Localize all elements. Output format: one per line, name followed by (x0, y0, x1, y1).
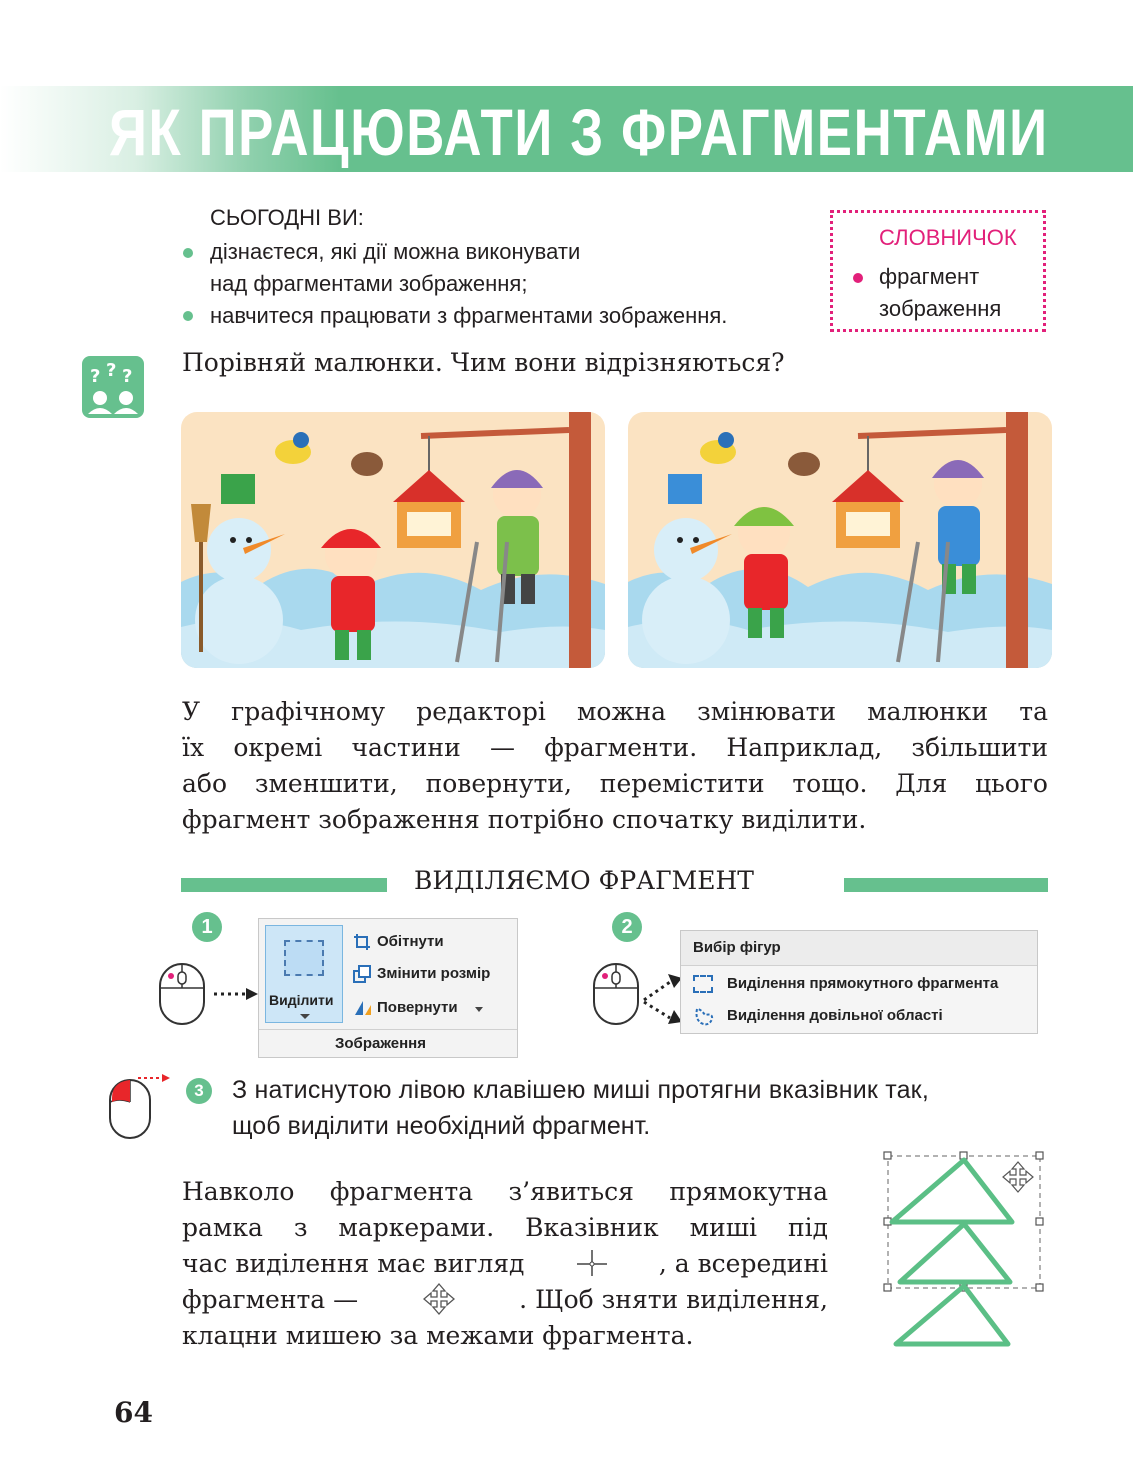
mouse-icon (158, 962, 206, 1026)
bullet-icon (183, 248, 193, 258)
objectives-heading: СЬОГОДНІ ВИ: (210, 205, 364, 230)
picture-right (628, 412, 1052, 668)
step-3-number: 3 (186, 1078, 212, 1104)
step-1-number: 1 (192, 912, 222, 942)
rotate-icon (353, 999, 373, 1017)
objective-1-line-2: над фрагментами зображення; (210, 271, 528, 296)
intro-line-2: їх окремі частини — фрагменти. Наприклад, збільшити (182, 733, 1048, 762)
arrow-icon (212, 986, 258, 1002)
outro-line-3a: час виділення має вигляд (182, 1249, 525, 1278)
mouse-drag-icon (108, 1074, 172, 1142)
mouse-icon (592, 962, 640, 1026)
step-3-line-1: З натиснутою лівою клавішею миші протягни вказівник так, (232, 1076, 929, 1104)
page-number: 64 (114, 1396, 153, 1429)
section-bar-right (844, 878, 1048, 892)
outro-line-4 (182, 1282, 828, 1318)
outro-line-4a: фрагмента — (182, 1285, 359, 1314)
free-select-item[interactable]: Виділення довільної області (727, 1007, 943, 1024)
divider (259, 1029, 517, 1030)
rotate-button[interactable]: Повернути (377, 999, 458, 1016)
rect-select-icon (693, 975, 713, 993)
step-3-line-2: щоб виділити необхідний фрагмент. (232, 1112, 651, 1140)
menu-title: Вибір фігур (693, 939, 781, 956)
glossary-term-line-2: зображення (879, 296, 1002, 321)
objective-1-line-1: дізнаєтеся, які дії можна виконувати (210, 239, 581, 264)
crop-button[interactable]: Обітнути (377, 933, 444, 950)
picture-left (181, 412, 605, 668)
intro-line-3: або зменшити, повернути, перемістити тощо. Для цього (182, 769, 1048, 798)
rect-select-item[interactable]: Виділення прямокутного фрагмента (727, 975, 999, 992)
intro-line-4: фрагмент зображення потрібно спочатку виділити. (182, 805, 867, 834)
questions-icon (82, 356, 144, 418)
bullet-icon (183, 311, 193, 321)
free-select-icon (693, 1005, 715, 1027)
page-title: ЯК ПРАЦЮВАТИ З ФРАГМЕНТАМИ (109, 95, 1049, 169)
selection-illustration (878, 1148, 1054, 1354)
arrow-icon (640, 970, 684, 1030)
outro-line-4b: . Щоб зняти виділення, (519, 1285, 828, 1314)
resize-button[interactable]: Змінити розмір (377, 965, 491, 982)
move-icon (421, 1282, 457, 1316)
select-button[interactable] (265, 925, 343, 1023)
step-2-number: 2 (612, 912, 642, 942)
chevron-down-icon (475, 1007, 483, 1012)
select-label: Виділити (269, 992, 334, 1008)
chevron-down-icon (300, 1014, 310, 1019)
outro-paragraph (182, 1174, 828, 1354)
outro-line-3 (182, 1246, 828, 1282)
intro-line-1: У графічному редакторі можна змінювати малюнки та (182, 697, 1048, 726)
select-icon (284, 940, 324, 976)
svg-text:?: ? (106, 360, 117, 381)
intro-paragraph (182, 694, 1048, 838)
image-ribbon-group (258, 918, 518, 1058)
shape-selection-menu (680, 930, 1038, 1034)
bullet-icon (853, 273, 863, 283)
svg-text:?: ? (90, 366, 101, 387)
crosshair-icon (575, 1246, 609, 1276)
section-bar-left (181, 878, 387, 892)
glossary-term-line-1: фрагмент (879, 264, 980, 289)
glossary-title: СЛОВНИЧОК (879, 225, 1017, 250)
glossary-box (830, 210, 1046, 332)
crop-icon (353, 933, 371, 951)
objective-2: навчитеся працювати з фрагментами зображення. (210, 303, 728, 328)
outro-line-2: рамка з маркерами. Вказівник миші під (182, 1213, 828, 1242)
outro-line-3b: , а всередині (658, 1249, 828, 1278)
resize-icon (353, 965, 371, 983)
svg-text:?: ? (122, 366, 133, 387)
outro-line-1: Навколо фрагмента з’явиться прямокутна (182, 1177, 828, 1206)
section-title: ВИДІЛЯЄМО ФРАГМЕНТ (414, 866, 754, 895)
outro-line-5: клацни мишею за межами фрагмента. (182, 1321, 694, 1350)
ribbon-group-label: Зображення (335, 1035, 426, 1052)
task-question: Порівняй малюнки. Чим вони відрізняються? (182, 348, 785, 377)
